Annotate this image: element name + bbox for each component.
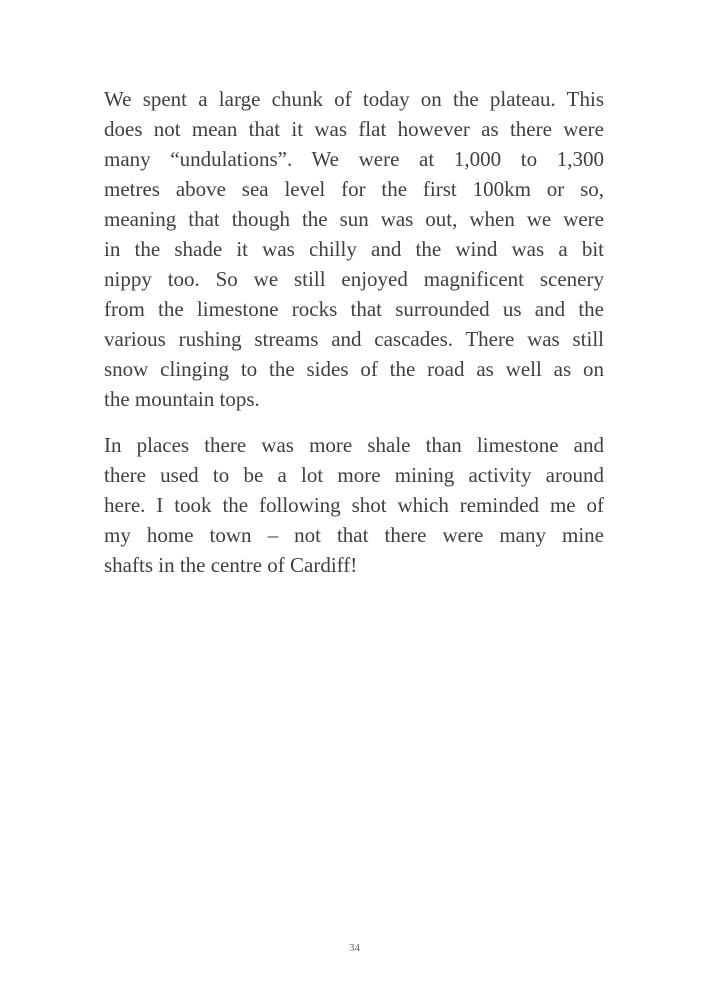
text-line: here. I took the following shot which reminded me of <box>104 493 604 517</box>
text-line: In places there was more shale than limestone and <box>104 433 604 457</box>
text-line: nippy too. So we still enjoyed magnificent scenery <box>104 267 604 291</box>
text-line: various rushing streams and cascades. There was still <box>104 327 604 351</box>
text-line: We spent a large chunk of today on the plateau. This <box>104 87 604 111</box>
paragraph <box>104 430 604 580</box>
text-line: shafts in the centre of Cardiff! <box>104 553 358 577</box>
text-line: there used to be a lot more mining activity around <box>104 463 604 487</box>
text-line: meaning that though the sun was out, when we were <box>104 207 604 231</box>
text-line: the mountain tops. <box>104 387 260 411</box>
text-line: from the limestone rocks that surrounded us and the <box>104 297 604 321</box>
page-number: 34 <box>349 942 360 954</box>
text-line: many “undulations”. We were at 1,000 to 1,300 <box>104 147 604 171</box>
text-line: snow clinging to the sides of the road as well as on <box>104 357 604 381</box>
paragraph <box>104 84 604 414</box>
text-line: metres above sea level for the first 100km or so, <box>104 177 604 201</box>
text-line: in the shade it was chilly and the wind was a bit <box>104 237 604 261</box>
text-line: does not mean that it was flat however as there were <box>104 117 604 141</box>
text-line: my home town – not that there were many mine <box>104 523 604 547</box>
document-body <box>104 84 604 596</box>
